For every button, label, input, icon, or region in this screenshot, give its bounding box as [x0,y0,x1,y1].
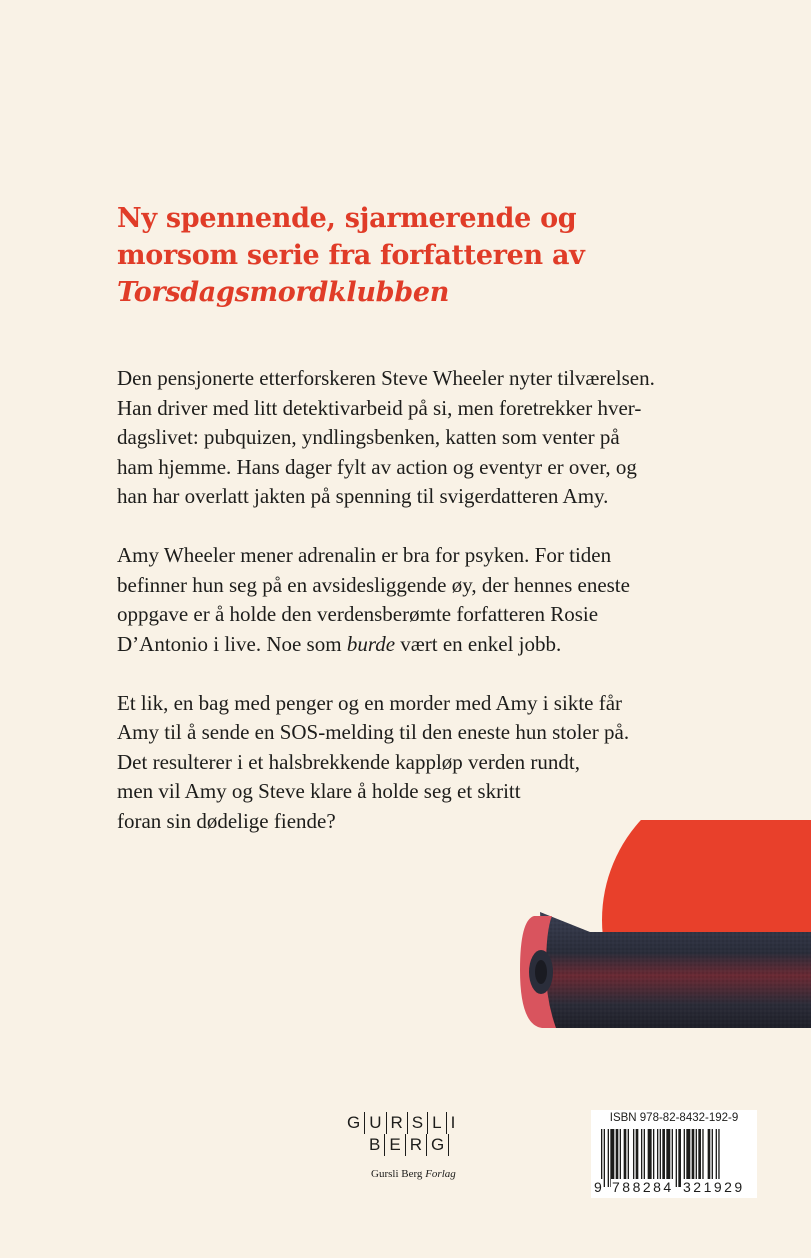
tagline-line-3: Torsdagsmordklubben [117,277,450,308]
blurb-line: Et lik, en bag med penger og en morder med Amy i sikte får [117,690,623,715]
logo-letter: B [365,1134,385,1156]
logo-letter: R [406,1134,427,1156]
blurb [117,364,757,866]
logo-letter: G [427,1134,449,1156]
blurb-line: oppgave er å holde den verdensberømte forfatteren Rosie [117,602,599,626]
blurb-line: befinner hun seg på en avsidesliggende øy, der hennes eneste [117,572,630,597]
blurb-line [117,630,757,660]
blurb-paragraph-3 [117,689,757,837]
sun-and-gun-barrel-illustration [510,820,811,1035]
publisher-name-italic: Forlag [425,1168,456,1180]
blurb-paragraph-1 [117,364,757,512]
blurb-line: Det resulterer i et halsbrekkende kappløp verden rundt, [117,749,580,774]
logo-row-2 [343,1134,493,1156]
blurb-line: ham hjemme. Hans dager fylt av action og eventyr er over, og [117,454,637,479]
blurb-text: D’Antonio i live. Noe som [117,631,347,656]
barcode-bar [604,1129,605,1187]
blurb-line: han har overlatt jakten på spenning til svigerdatteren Amy. [117,484,609,508]
publisher-name-plain: Gursli Berg [371,1168,426,1180]
tagline-line-1: Ny spennende, sjarmerende og [117,203,577,234]
blurb-paragraph-2 [117,541,757,659]
blurb-line: dagslivet: pubquizen, yndlingsbenken, katten som venter på [117,425,620,449]
isbn-label: ISBN 978-82-8432-192-9 [609,1112,739,1124]
blurb-text: vært en enkel jobb. [395,631,562,656]
logo-letter: L [428,1112,446,1134]
blurb-line: foran sin dødelige fiende? [117,808,336,833]
logo-letter: G [343,1112,365,1134]
logo-letter: E [385,1134,405,1156]
blurb-line: Amy til å sende en SOS-melding til den eneste hun stoler på. [117,720,630,744]
publisher-logo [343,1112,493,1180]
logo-letter: S [408,1112,428,1134]
barcode-digits-right: 321929 [683,1179,745,1195]
barcode-bar [676,1129,677,1187]
tagline [117,200,717,311]
barcode-digit-first: 9 [594,1179,602,1195]
logo-letter: R [387,1112,408,1134]
blurb-line: men vil Amy og Steve klare å holde seg et skritt [117,779,521,803]
blurb-line: Den pensjonerte etterforskeren Steve Wheeler nyter tilværelsen. [117,366,655,390]
logo-letter: I [450,1113,456,1132]
blurb-emphasis: burde [346,631,396,656]
publisher-name [343,1168,493,1180]
logo-letter: U [365,1112,386,1134]
tagline-line-2: morsom serie fra forfatteren av [117,240,585,271]
barcode-bar [678,1129,681,1187]
barcode-digits-left: 788284 [612,1179,674,1195]
blurb-line: Han driver med litt detektivarbeid på si, men foretrekker hver- [117,395,642,420]
barcode-bar [608,1129,609,1187]
blurb-line: Amy Wheeler mener adrenalin er bra for psyken. For tiden [117,543,612,567]
logo-row-1 [343,1112,493,1134]
isbn-barcode [591,1110,757,1198]
